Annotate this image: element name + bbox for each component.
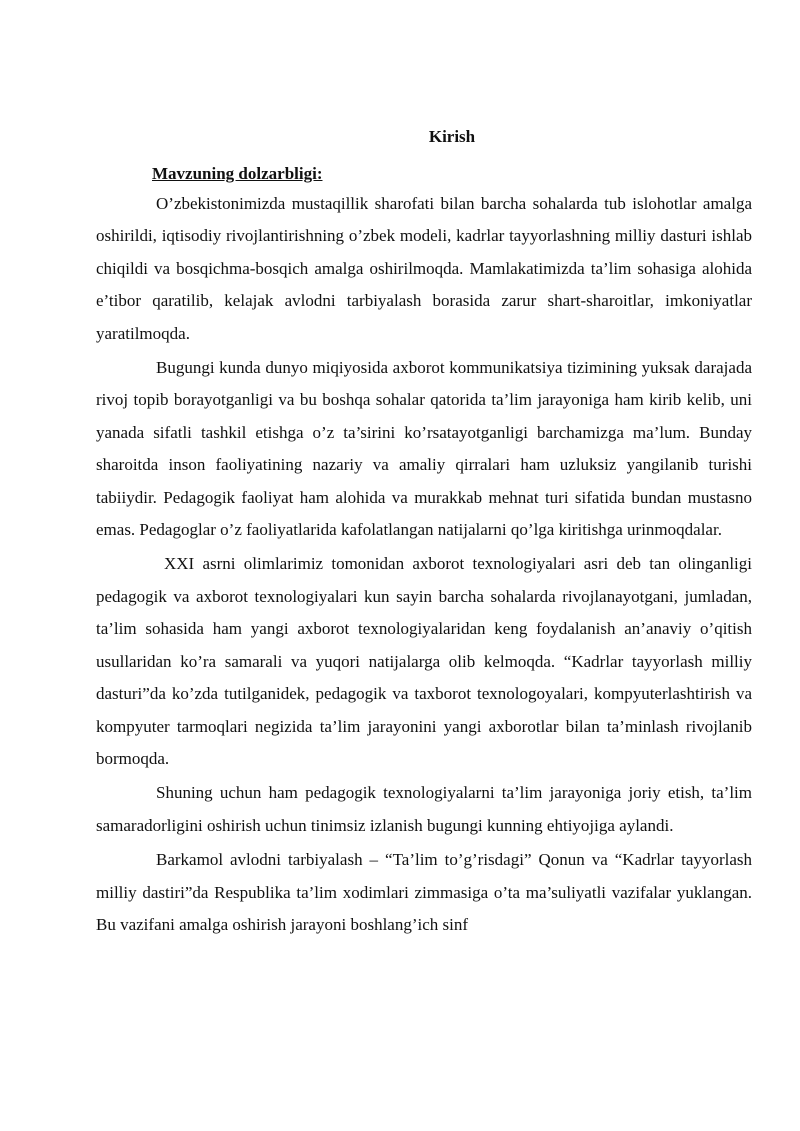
section-heading: Mavzuning dolzarbligi: <box>152 164 323 183</box>
paragraph-1: O’zbekistonimizda mustaqillik sharofati bilan barcha sohalarda tub islohotlar amalga oshirildi, iqtisodiy rivojlantirishning o’zbek modeli, kadrlar tayyorlashning milliy dasturi ishlab chiqildi va bosqichma-bosqich amalga oshirilmoqda. Mamlakatimizda ta’lim sohasiga alohida e’tibor qaratilib, kelajak avlodni tarbiyalash borasida zarur shart-sharoitlar, imkoniyatlar yaratilmoqda. <box>96 194 752 343</box>
paragraph-4: Shuning uchun ham pedagogik texnologiyalarni ta’lim jarayoniga joriy etish, ta’lim samaradorligini oshirish uchun tinimsiz izlanish bugungi kunning ehtiyojiga aylandi. <box>96 783 752 835</box>
paragraph-5: Barkamol avlodni tarbiyalash – “Ta’lim to’g’risdagi” Qonun va “Kadrlar tayyorlash milliy dastiri”da Respublika ta’lim xodimlari zimmasiga o’ta ma’suliyatli vazifalar yuklangan. Bu vazifani amalga oshirish jarayoni boshlang’ich sinf <box>96 850 752 934</box>
paragraph-2: Bugungi kunda dunyo miqiyosida axborot kommunikatsiya tizimining yuksak darajada rivoj topib borayotganligi va bu boshqa sohalar qatorida ta’lim jarayoniga ham kirib kelib, uni yanada sifatli tashkil etishga o’z ta’sirini ko’rsatayotganligi barchamizga ma’lum. Bunday sharoitda inson faoliyatining nazariy va amaliy qirralari ham uzluksiz yangilanib turishi tabiiydir. Pedagogik faoliyat ham alohida va murakkab mehnat turi sifatida bundan mustasno emas. Pedagoglar o’z faoliyatlarida kafolatlangan natijalarni qo’lga kiritishga urinmoqdalar. <box>96 358 752 540</box>
document-page <box>96 122 752 943</box>
document-title: Kirish <box>428 127 476 146</box>
paragraph-3: XXI asrni olimlarimiz tomonidan axborot texnologiyalari asri deb tan olinganligi pedagogik va axborot texnologiyalari kun sayin barcha sohalarda rivojlanayotgani, jumladan, ta’lim sohasida ham yangi axborot texnologiyalaridan keng foydalanish an’anaviy o’qitish usullaridan ko’ra samarali va yuqori natijalarga olib kelmoqda. “Kadrlar tayyorlash milliy dasturi”da ko’zda tutilganidek, pedagogik va taxborot texnologoyalari, kompyuterlashtirish va kompyuter tarmoqlari negizida ta’lim jarayonini yangi axborotlar bilan ta’minlash rivojlanib bormoqda. <box>96 554 752 768</box>
